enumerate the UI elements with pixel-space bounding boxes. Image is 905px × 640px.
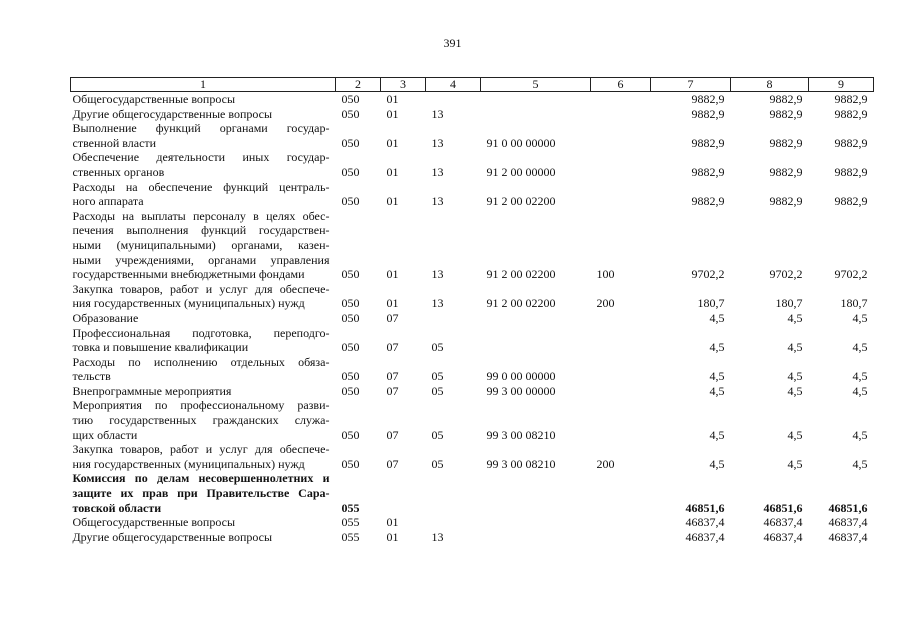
cell-amount-3: 9882,9 [834,92,868,106]
header-col-3: 3 [381,78,426,92]
header-col-1: 1 [71,78,336,92]
header-col-5: 5 [481,78,591,92]
cell-name [71,515,336,530]
cell-name [71,209,336,282]
cell-subsection: 13 [431,135,444,150]
cell-name-line: Мероприятия по профессиональному разви- [72,398,330,413]
cell-section: 07 [386,340,399,355]
cell-expense-type: 200 [596,456,615,471]
cell-name [71,282,336,311]
cell-target-article [481,515,591,530]
cell-section: 07 [386,427,399,442]
cell-name-line: Комиссия по делам несовершеннолетних и [72,471,330,486]
cell-name-line: ными учреждениями, органами управления [72,252,330,267]
cell-target-article [481,311,591,326]
header-row [71,78,874,92]
cell-amount-2: 4,5 [787,456,803,471]
cell-name-line: тельств [72,369,111,384]
cell-amount-2: 4,5 [787,369,803,384]
cell-subsection: 05 [431,369,444,384]
header-col-2: 2 [336,78,381,92]
cell-name [71,442,336,471]
cell-amount-2: 9882,9 [769,92,803,106]
header-col-4: 4 [426,78,481,92]
table-row [71,311,874,326]
cell-amount-1: 9882,9 [691,164,725,179]
cell-name-line: ния государственных (муниципальных) нужд [72,296,305,311]
cell-expense-type: 100 [596,267,615,282]
cell-amount-3: 4,5 [852,427,868,442]
cell-kvsr: 055 [341,500,360,515]
cell-name-line: Выполнение функций органами государ- [72,121,330,136]
cell-name-line: тию государственных гражданских служа- [72,413,330,428]
cell-name-line: Закупка товаров, работ и услуг для обеспече- [72,442,330,457]
cell-expense-type [591,355,651,384]
cell-amount-3: 9882,9 [834,135,868,150]
cell-kvsr: 050 [341,92,360,106]
cell-name-line: Расходы по исполнению отдельных обяза- [72,354,330,369]
cell-target-article [481,326,591,355]
cell-target-article [481,92,591,107]
cell-section: 01 [386,106,399,121]
budget-table-container [70,77,873,544]
cell-amount-1: 46837,4 [685,529,725,544]
cell-expense-type [591,515,651,530]
cell-amount-2: 46837,4 [763,515,803,530]
cell-name-line: Общегосударственные вопросы [72,92,236,106]
table-row [71,180,874,209]
cell-section: 01 [386,296,399,311]
cell-amount-2: 9882,9 [769,164,803,179]
cell-name [71,107,336,122]
cell-target-article: 99 3 00 00000 [486,383,556,398]
cell-amount-1: 9882,9 [691,135,725,150]
cell-amount-1: 4,5 [709,310,725,325]
cell-kvsr: 050 [341,296,360,311]
cell-subsection: 05 [431,427,444,442]
cell-subsection [426,471,481,515]
cell-amount-2: 4,5 [787,427,803,442]
table-row [71,398,874,442]
table-row [71,471,874,515]
cell-amount-2: 180,7 [775,296,803,311]
cell-section: 01 [386,194,399,209]
cell-kvsr: 050 [341,106,360,121]
table-row [71,530,874,545]
cell-amount-3: 180,7 [840,296,868,311]
cell-name-line: Образование [72,310,139,325]
cell-subsection: 13 [431,529,444,544]
cell-subsection: 13 [431,164,444,179]
cell-name-line: государственными внебюджетными фондами [72,267,305,282]
cell-target-article: 99 3 00 08210 [486,456,556,471]
cell-expense-type [591,384,651,399]
cell-name [71,355,336,384]
cell-name-line: щих области [72,427,138,442]
cell-section: 07 [386,456,399,471]
cell-target-article: 91 2 00 02200 [486,194,556,209]
cell-expense-type [591,121,651,150]
page-number: 391 [443,36,462,50]
cell-target-article [481,530,591,545]
cell-target-article [481,107,591,122]
cell-kvsr: 050 [341,310,360,325]
cell-name-line: ственных органов [72,164,165,179]
table-row [71,107,874,122]
cell-name [71,384,336,399]
cell-target-article: 91 2 00 00000 [486,164,556,179]
cell-kvsr: 050 [341,427,360,442]
cell-expense-type [591,398,651,442]
cell-name [71,530,336,545]
cell-amount-1: 46837,4 [685,515,725,530]
cell-amount-1: 9882,9 [691,92,725,106]
cell-section: 01 [386,164,399,179]
cell-target-article: 91 2 00 02200 [486,267,556,282]
cell-target-article: 91 2 00 02200 [486,296,556,311]
table-row [71,121,874,150]
cell-amount-2: 46837,4 [763,529,803,544]
cell-kvsr: 050 [341,164,360,179]
cell-name [71,180,336,209]
cell-name-line: ными (муниципальными) органами, казен- [72,237,330,252]
cell-section: 01 [386,92,399,106]
cell-kvsr: 050 [341,340,360,355]
cell-expense-type [591,311,651,326]
cell-amount-3: 9882,9 [834,106,868,121]
cell-name-line: Другие общегосударственные вопросы [72,529,273,544]
cell-section [381,471,426,515]
cell-subsection: 13 [431,267,444,282]
cell-subsection: 13 [431,194,444,209]
cell-name [71,121,336,150]
cell-expense-type [591,530,651,545]
cell-name [71,471,336,515]
cell-expense-type: 200 [596,296,615,311]
cell-name-line: ного аппарата [72,194,144,209]
cell-amount-1: 4,5 [709,383,725,398]
cell-kvsr: 050 [341,267,360,282]
cell-name [71,92,336,107]
cell-name-line: ственной власти [72,135,157,150]
cell-amount-3: 4,5 [852,456,868,471]
cell-name-line: Другие общегосударственные вопросы [72,106,273,121]
cell-amount-1: 180,7 [697,296,725,311]
cell-amount-1: 9702,2 [691,267,725,282]
cell-name [71,150,336,179]
cell-amount-3: 9702,2 [834,267,868,282]
cell-amount-1: 4,5 [709,340,725,355]
cell-name [71,398,336,442]
cell-amount-3: 9882,9 [834,164,868,179]
cell-subsection: 13 [431,106,444,121]
table-row [71,515,874,530]
cell-section: 01 [386,135,399,150]
cell-name-line: ния государственных (муниципальных) нужд [72,456,305,471]
cell-name-line: товка и повышение квалификации [72,340,249,355]
table-row [71,150,874,179]
cell-target-article [481,471,591,515]
table-row [71,326,874,355]
cell-name-line: защите их прав при Правительстве Сара- [72,486,330,501]
cell-section: 07 [386,369,399,384]
cell-section: 01 [386,267,399,282]
cell-subsection: 05 [431,456,444,471]
cell-amount-1: 4,5 [709,456,725,471]
cell-kvsr: 050 [341,369,360,384]
cell-amount-2: 4,5 [787,310,803,325]
cell-kvsr: 050 [341,383,360,398]
cell-amount-3: 46837,4 [828,529,868,544]
cell-expense-type [591,150,651,179]
cell-amount-1: 9882,9 [691,106,725,121]
table-row [71,442,874,471]
cell-name-line: Закупка товаров, работ и услуг для обеспече- [72,281,330,296]
cell-target-article: 99 3 00 08210 [486,427,556,442]
cell-subsection: 05 [431,340,444,355]
cell-subsection [426,92,481,107]
cell-amount-1: 46851,6 [685,500,725,515]
cell-expense-type [591,180,651,209]
cell-expense-type [591,92,651,107]
cell-name-line: Расходы на выплаты персоналу в целях обес- [72,208,330,223]
cell-amount-3: 4,5 [852,310,868,325]
cell-name [71,326,336,355]
cell-kvsr: 055 [341,529,360,544]
cell-amount-2: 9882,9 [769,135,803,150]
cell-amount-1: 4,5 [709,369,725,384]
cell-name [71,311,336,326]
cell-name-line: Общегосударственные вопросы [72,515,236,530]
cell-amount-2: 46851,6 [763,500,803,515]
cell-amount-3: 46837,4 [828,515,868,530]
cell-name-line: товской области [72,500,162,515]
cell-amount-3: 4,5 [852,383,868,398]
table-row [71,355,874,384]
cell-amount-2: 4,5 [787,340,803,355]
cell-subsection [426,515,481,530]
cell-amount-1: 4,5 [709,427,725,442]
table-body [71,92,874,545]
cell-subsection [426,311,481,326]
cell-name-line: Расходы на обеспечение функций централь- [72,179,330,194]
table-row [71,92,874,107]
cell-amount-3: 4,5 [852,369,868,384]
cell-section: 01 [386,515,399,530]
cell-name-line: Обеспечение деятельности иных государ- [72,150,330,165]
cell-name-line: Профессиональная подготовка, переподго- [72,325,330,340]
cell-amount-3: 9882,9 [834,194,868,209]
cell-expense-type [591,107,651,122]
cell-amount-2: 9702,2 [769,267,803,282]
cell-kvsr: 050 [341,456,360,471]
cell-target-article: 99 0 00 00000 [486,369,556,384]
cell-amount-3: 4,5 [852,340,868,355]
cell-amount-2: 4,5 [787,383,803,398]
header-col-8: 8 [731,78,809,92]
cell-subsection: 05 [431,383,444,398]
cell-section: 01 [386,529,399,544]
cell-name-line: печения выполнения функций государствен- [72,223,330,238]
table-row [71,384,874,399]
table-row [71,209,874,282]
header-col-7: 7 [651,78,731,92]
cell-amount-2: 9882,9 [769,194,803,209]
cell-target-article: 91 0 00 00000 [486,135,556,150]
header-col-6: 6 [591,78,651,92]
header-col-9: 9 [809,78,874,92]
cell-kvsr: 050 [341,194,360,209]
cell-expense-type [591,326,651,355]
cell-name-line: Внепрограммные мероприятия [72,383,232,398]
cell-expense-type [591,471,651,515]
cell-section: 07 [386,310,399,325]
cell-amount-2: 9882,9 [769,106,803,121]
table-row [71,282,874,311]
cell-section: 07 [386,383,399,398]
cell-kvsr: 055 [341,515,360,530]
cell-amount-1: 9882,9 [691,194,725,209]
cell-kvsr: 050 [341,135,360,150]
budget-table [70,77,874,544]
cell-amount-3: 46851,6 [828,500,868,515]
cell-subsection: 13 [431,296,444,311]
